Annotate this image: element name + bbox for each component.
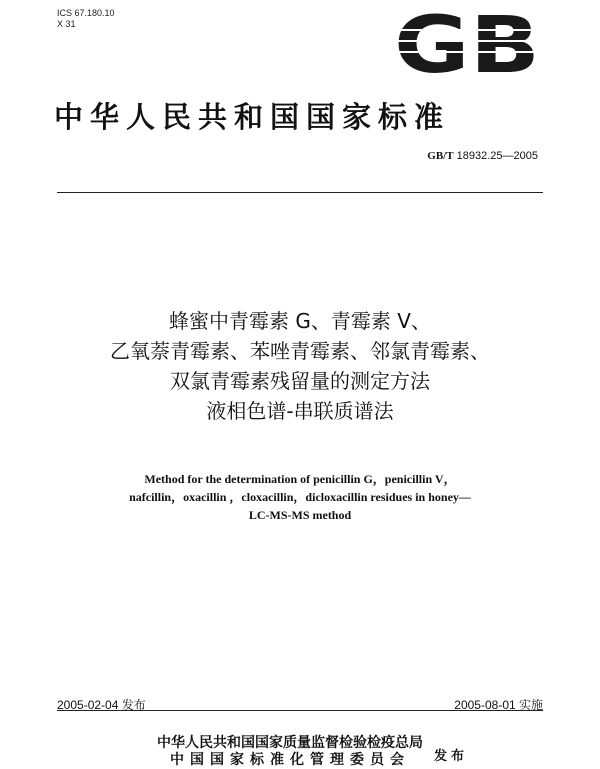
issuing-authorities: [100, 735, 480, 769]
top-divider: [57, 192, 543, 193]
gb-logo-text: GB: [394, 10, 540, 78]
standard-number-prefix: GB/T: [427, 150, 454, 162]
ics-code: ICS 67.180.10: [57, 8, 115, 18]
chinese-title-line: 乙氧萘青霉素、苯唑青霉素、邻氯青霉素、: [110, 339, 490, 363]
english-title: [70, 470, 530, 524]
bottom-divider: [57, 710, 543, 711]
national-standard-heading: 中华人民共和国国家标准: [54, 100, 451, 134]
english-title-line: nafcillin，oxacillin ，cloxacillin，dicloxacillin residues in honey—: [129, 490, 471, 504]
implementation-date: 2005-08-01 实施: [454, 698, 543, 712]
issuer-sac: 中国国家标准化管理委员会: [170, 752, 410, 768]
classification-codes: [57, 8, 115, 30]
standard-number: [427, 150, 538, 162]
issue-date: 2005-02-04 发布: [57, 698, 146, 712]
publish-label: 发布: [434, 749, 469, 764]
chinese-title-line: 液相色谱-串联质谱法: [206, 399, 394, 423]
gb-logo: [392, 10, 542, 78]
ccs-code: X 31: [57, 19, 76, 29]
english-title-line: Method for the determination of penicillin G，penicillin V，: [144, 472, 456, 486]
issuer-aqsiq: 中华人民共和国国家质量监督检验检疫总局: [157, 735, 423, 751]
english-title-line: LC-MS-MS method: [248, 508, 352, 522]
chinese-title-line: 双氯青霉素残留量的测定方法: [170, 369, 430, 393]
chinese-title-line: 蜂蜜中青霉素 G、青霉素 V、: [169, 309, 431, 333]
chinese-title: [40, 306, 560, 426]
standard-number-value: 18932.25—2005: [456, 150, 538, 162]
